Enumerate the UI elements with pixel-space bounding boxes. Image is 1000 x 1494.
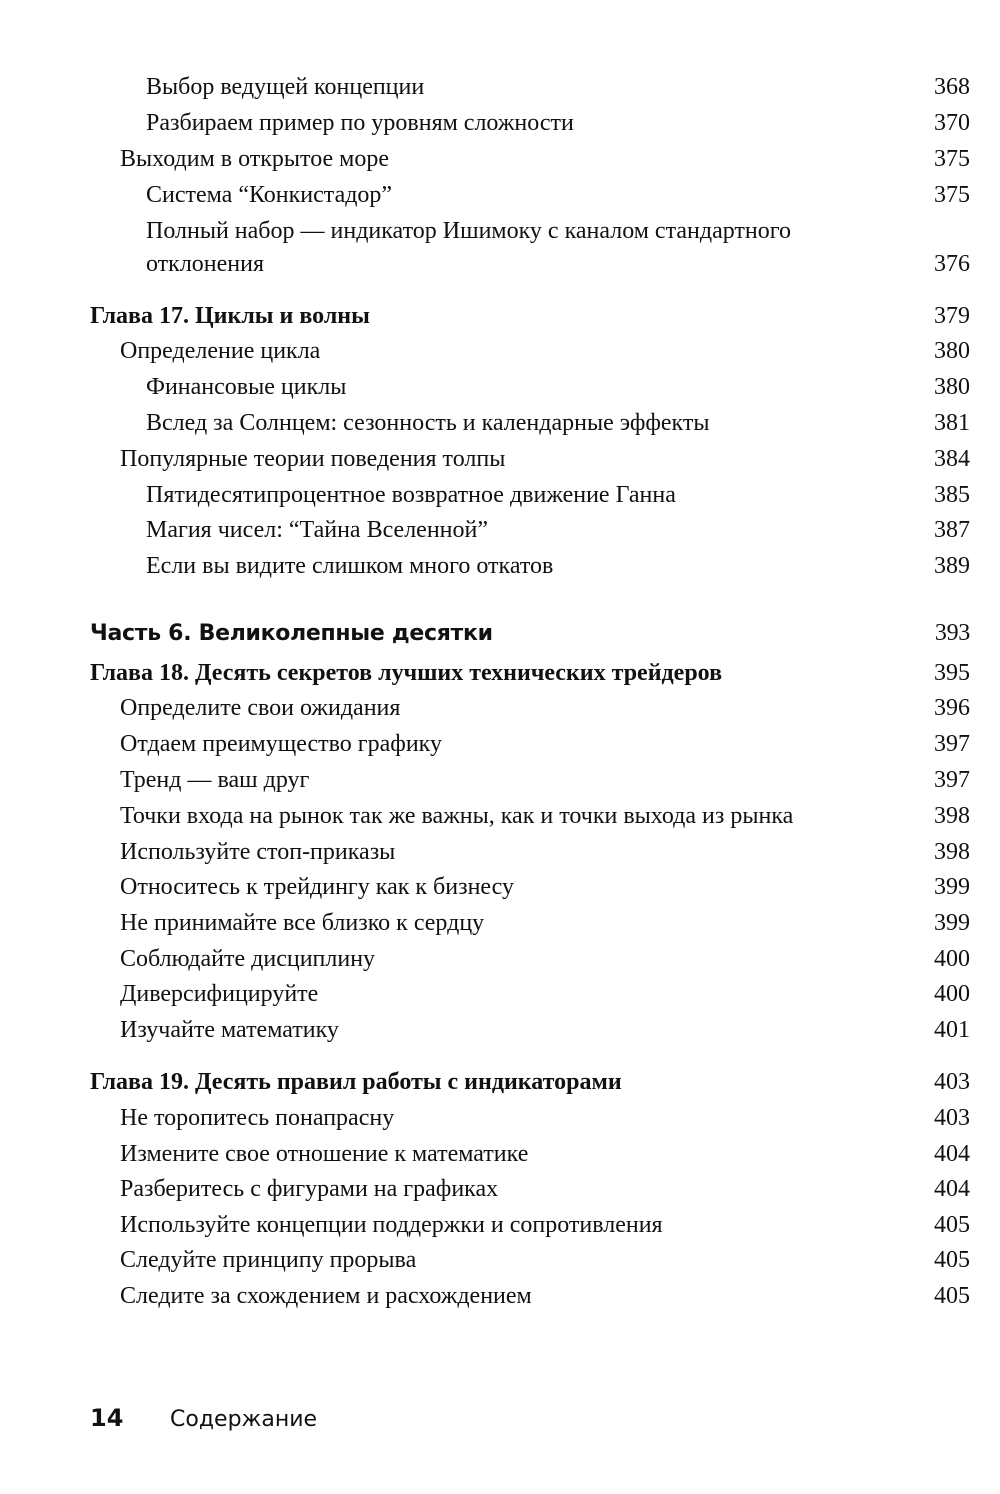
toc-entry-page: 376 — [934, 251, 970, 277]
toc-chapter-title: Глава 17. Циклы и волны — [90, 303, 370, 329]
toc-entry-page: 397 — [934, 767, 970, 793]
toc-entry-page: 397 — [934, 731, 970, 757]
toc-entry-title: Определите свои ожидания — [120, 695, 401, 721]
toc-entry-page: 398 — [934, 839, 970, 865]
toc-entry-title: Тренд — ваш друг — [120, 767, 310, 793]
toc-entry-page: 370 — [934, 110, 970, 136]
toc-entry-page: 404 — [934, 1141, 970, 1167]
toc-entry-page: 403 — [934, 1069, 970, 1095]
toc-entry-page: 399 — [934, 874, 970, 900]
toc-entry-page: 393 — [934, 620, 970, 646]
toc-entry-title: Следите за схождением и расхождением — [120, 1283, 532, 1309]
toc-entry-title: Если вы видите слишком много откатов — [146, 553, 554, 579]
toc-entry-title: Разберитесь с фигурами на графиках — [120, 1176, 499, 1202]
toc-entry-title: Измените свое отношение к математике — [120, 1141, 529, 1167]
toc-entry-page: 375 — [934, 146, 970, 172]
toc-entry-title: Изучайте математику — [120, 1017, 339, 1043]
toc-entry-page: 396 — [934, 695, 970, 721]
toc-chapter-title: Глава 19. Десять правил работы с индикаторами — [90, 1069, 622, 1095]
page-number: 14 — [90, 1404, 124, 1432]
toc-entry-page: 375 — [934, 182, 970, 208]
toc-entry-title: Относитесь к трейдингу как к бизнесу — [120, 874, 515, 900]
toc-entry-title: Диверсифицируйте — [120, 981, 319, 1007]
toc-entry-title: Используйте концепции поддержки и сопротивления — [120, 1212, 663, 1238]
toc-part-title: Часть 6. Великолепные десятки — [90, 621, 493, 646]
toc-entry-title: Пятидесятипроцентное возвратное движение Ганна — [146, 482, 676, 508]
toc-entry-page: 398 — [934, 803, 970, 829]
toc-entry-page: 381 — [934, 410, 970, 436]
toc-entry-title: Не торопитесь понапрасну — [120, 1105, 395, 1131]
toc-entry-title: Популярные теории поведения толпы — [120, 446, 506, 472]
toc-entry-page: 380 — [934, 338, 970, 364]
toc-entry-title: Не принимайте все близко к сердцу — [120, 910, 485, 936]
toc-entry-page: 387 — [934, 517, 970, 543]
toc-entry-title: Определение цикла — [120, 338, 321, 364]
toc-entry-page: 368 — [934, 74, 970, 100]
toc-entry-page: 379 — [934, 303, 970, 329]
toc-entry-page: 405 — [934, 1212, 970, 1238]
toc-entry-page: 405 — [934, 1283, 970, 1309]
toc-entry-page: 385 — [934, 482, 970, 508]
toc-entry-page: 404 — [934, 1176, 970, 1202]
toc-entry-title: Отдаем преимущество графику — [120, 731, 442, 757]
toc-entry-page: 380 — [934, 374, 970, 400]
toc-entry-title: Следуйте принципу прорыва — [120, 1247, 417, 1273]
toc-entry-page: 405 — [934, 1247, 970, 1273]
toc-entry-page: 384 — [934, 446, 970, 472]
toc-entry-page: 401 — [934, 1017, 970, 1043]
toc-entry-title: Используйте стоп-приказы — [120, 839, 396, 865]
toc-chapter-title: Глава 18. Десять секретов лучших технических трейдеров — [90, 660, 723, 686]
toc-entry-title: Выходим в открытое море — [120, 146, 390, 172]
toc-entry-title: Соблюдайте дисциплину — [120, 946, 376, 972]
toc-entry-page: 400 — [934, 946, 970, 972]
toc-entry-title: Вслед за Солнцем: сезонность и календарные эффекты — [146, 410, 710, 436]
page-footer — [90, 1404, 317, 1432]
toc-entry-title: Разбираем пример по уровням сложности — [146, 110, 574, 136]
toc-entry-title: Магия чисел: “Тайна Вселенной” — [146, 517, 488, 543]
toc-entry-title: Точки входа на рынок так же важны, как и точки выхода из рынка — [120, 803, 794, 829]
toc-entry-title: Выбор ведущей концепции — [146, 74, 425, 100]
toc-entry-page: 389 — [934, 553, 970, 579]
toc-entry-title: Система “Конкистадор” — [146, 182, 393, 208]
running-header: Содержание — [170, 1407, 318, 1432]
toc-entry-title: Финансовые циклы — [146, 374, 347, 400]
toc-entry-title: Полный набор — индикатор Ишимоку с каналом стандартного отклонения — [146, 218, 791, 277]
toc-entry-page: 395 — [934, 660, 970, 686]
toc-entry-page: 400 — [934, 981, 970, 1007]
toc-entry-page: 403 — [934, 1105, 970, 1131]
toc-entry-page: 399 — [934, 910, 970, 936]
